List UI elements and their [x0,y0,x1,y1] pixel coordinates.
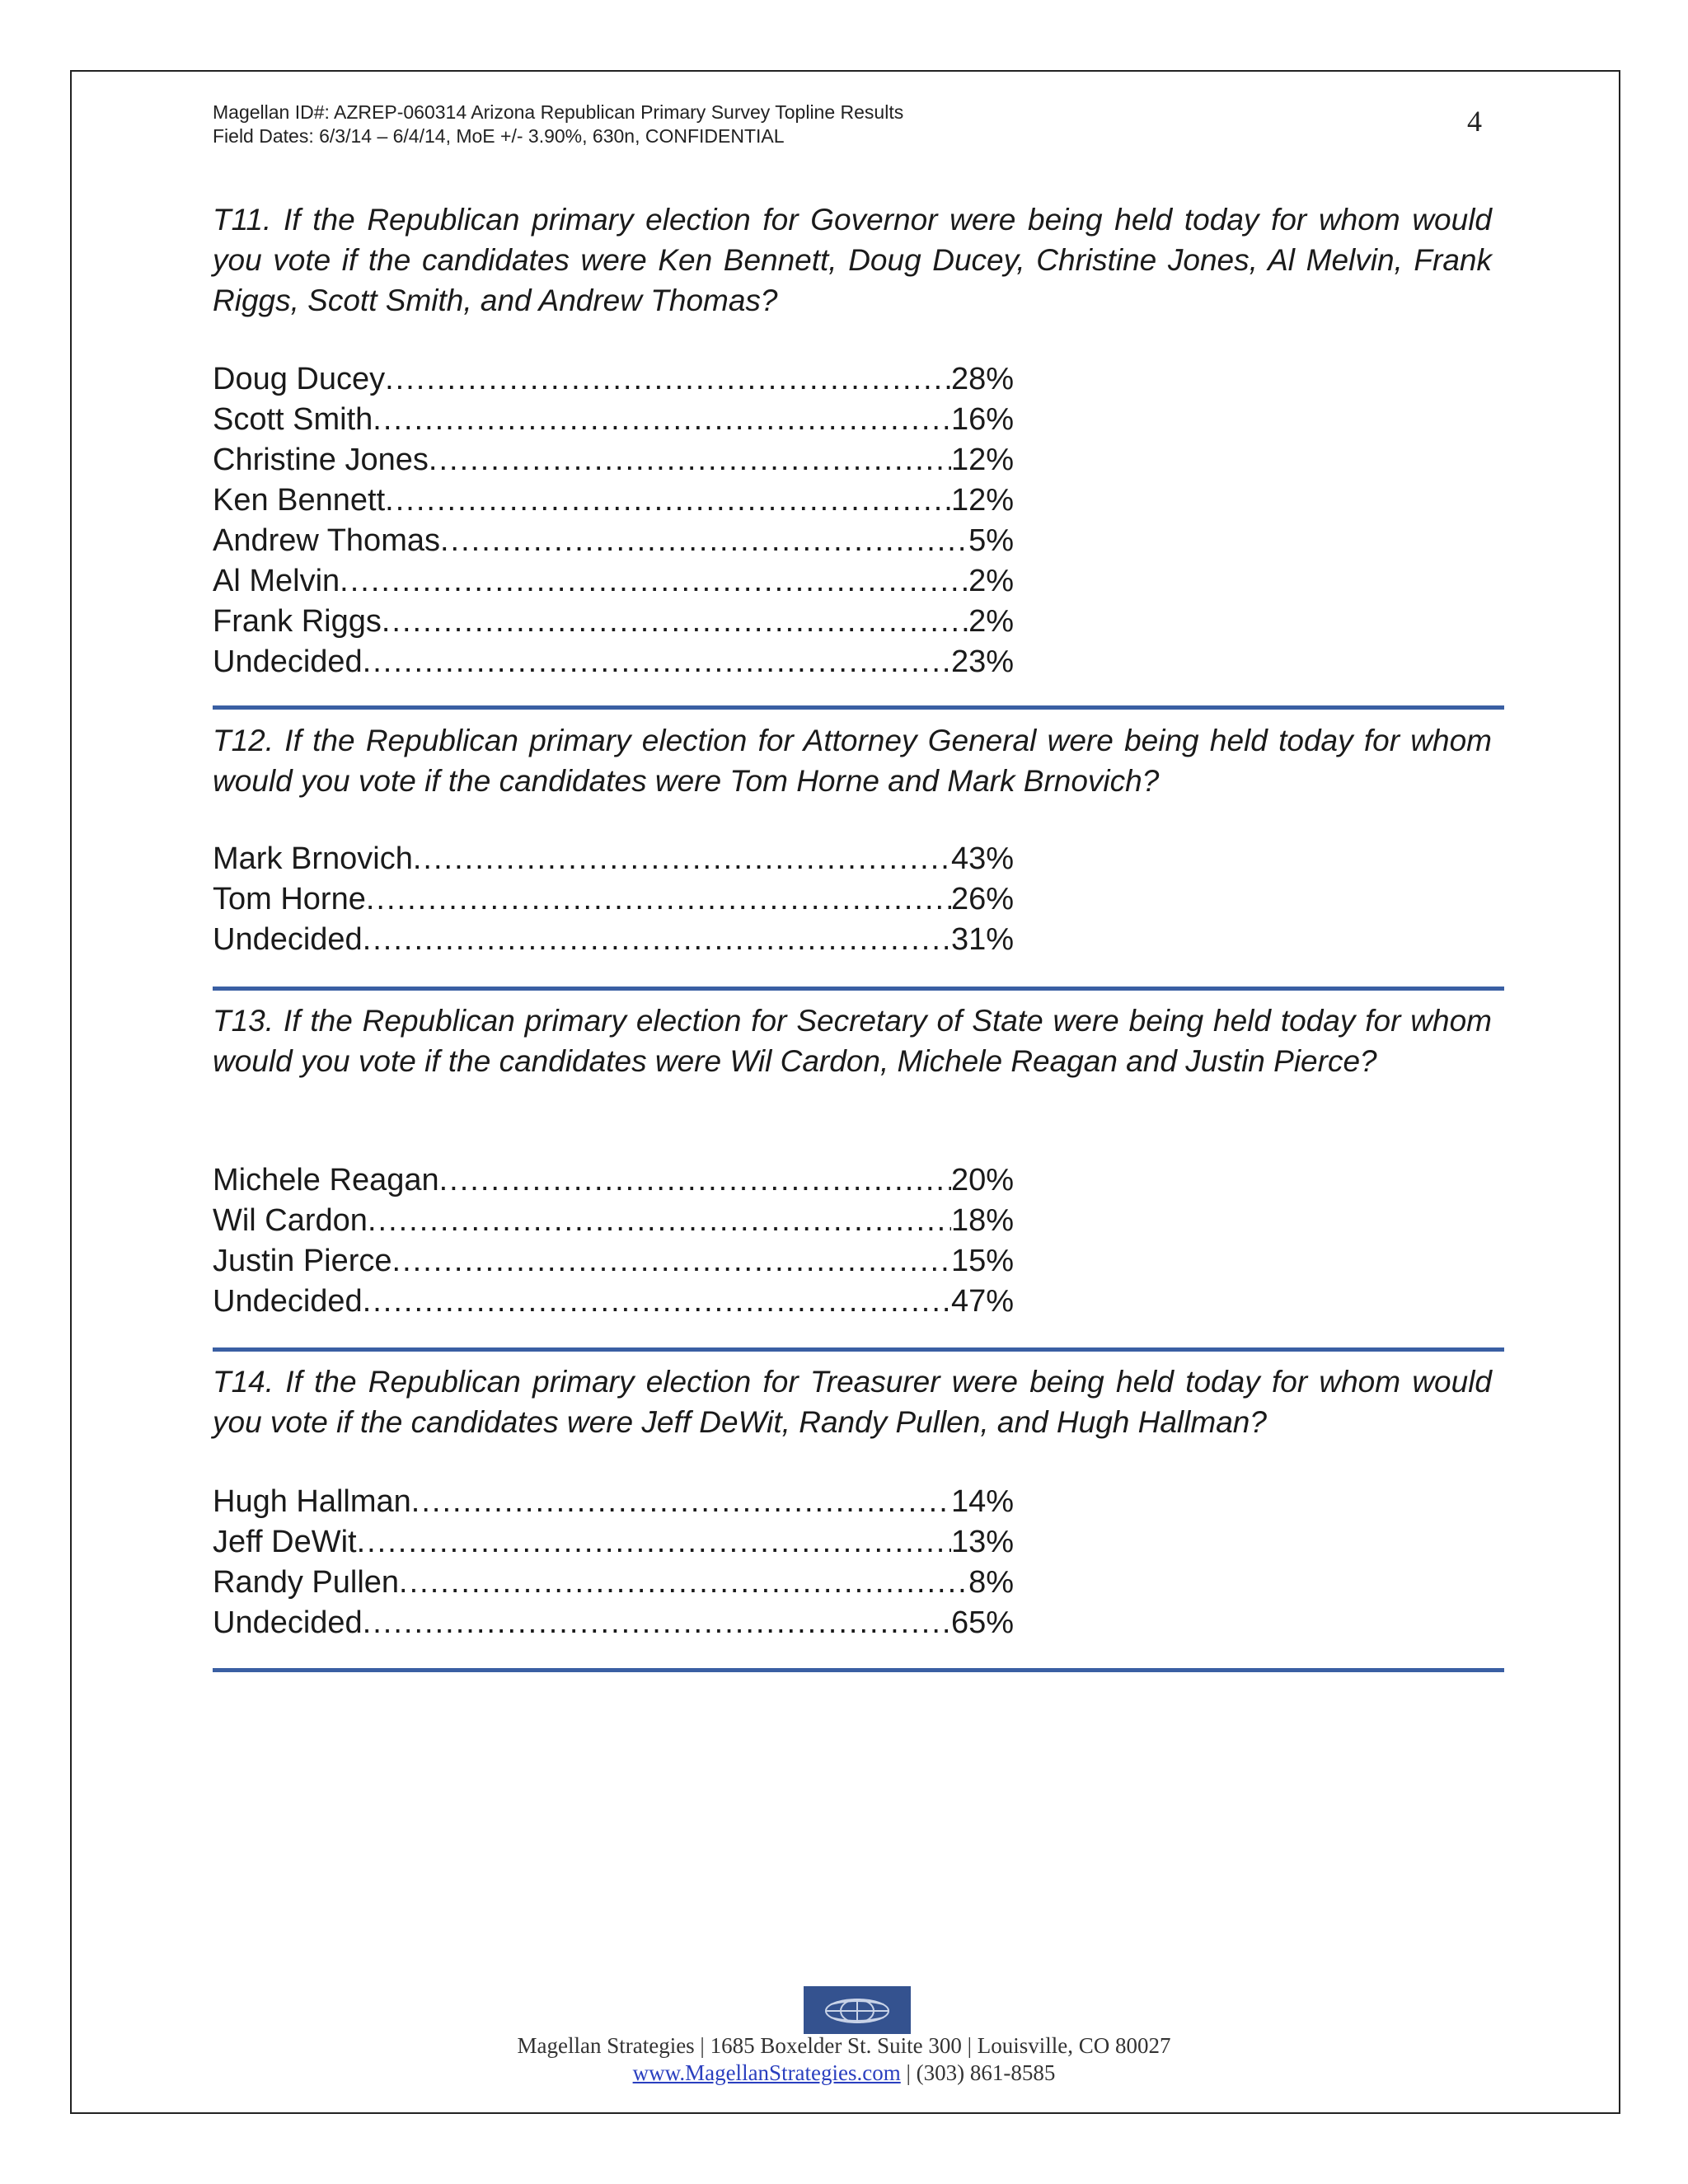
leader-dots [413,839,951,879]
answer-row [213,1482,1014,1522]
answer-row [213,839,1014,879]
answer-row [213,561,1014,602]
answers-t14 [213,1482,1014,1643]
leader-dots [366,879,951,920]
answer-percent: 20% [950,1163,1014,1197]
answer-label: Scott Smith [213,402,373,437]
footer-contact [0,2060,1688,2086]
section-divider [213,1347,1504,1352]
footer-address: Magellan Strategies | 1685 Boxelder St. Suite 300 | Louisville, CO 80027 [517,2033,1171,2058]
leader-dots [340,561,968,602]
answer-percent: 13% [950,1525,1014,1559]
answer-label: Ken Bennett [213,483,386,518]
answer-row [213,1563,1014,1603]
leader-dots [411,1482,951,1522]
header-line-2: Field Dates: 6/3/14 – 6/4/14, MoE +/- 3.90%, 630n, CONFIDENTIAL [213,125,785,147]
answer-row [213,642,1014,682]
leader-dots [385,359,951,400]
footer-phone: | (303) 861-8585 [900,2060,1056,2085]
answer-row [213,602,1014,642]
leader-dots [440,521,968,561]
answer-label: Frank Riggs [213,604,382,639]
answer-row [213,1241,1014,1282]
answer-percent: 2% [968,564,1014,598]
section-divider [213,1668,1504,1672]
leader-dots [363,1282,951,1322]
answer-percent: 15% [950,1244,1014,1278]
answer-label: Al Melvin [213,564,340,598]
answer-label: Doug Ducey [213,362,386,396]
answer-label: Undecided [213,1605,363,1640]
answer-percent: 12% [950,443,1014,477]
leader-dots [382,602,968,642]
leader-dots [439,1160,951,1201]
answers-t12 [213,839,1014,960]
answer-percent: 14% [950,1484,1014,1519]
question-t11: T11. If the Republican primary election for Governor were being held today for whom would you vote if the candidates were Ken Bennett, Doug Ducey, Christine Jones, Al Melvin, Frank Riggs, Scott Smith, and Andrew Thomas? [213,203,1492,317]
answer-percent: 23% [950,644,1014,679]
header-line-1: Magellan ID#: AZREP-060314 Arizona Republican Primary Survey Topline Results [213,101,904,123]
answer-percent: 8% [968,1565,1014,1600]
answer-percent: 2% [968,604,1014,639]
answer-label: Wil Cardon [213,1203,368,1238]
answer-label: Undecided [213,1284,363,1319]
leader-dots [399,1563,968,1603]
answer-percent: 47% [950,1284,1014,1319]
leader-dots [385,480,951,521]
question-t12: T12. If the Republican primary election for Attorney General were being held today for whom would you vote if the candidates were Tom Horne and Mark Brnovich? [213,724,1492,798]
answer-percent: 31% [950,922,1014,957]
leader-dots [363,642,951,682]
answer-label: Mark Brnovich [213,841,413,876]
question-t14: T14. If the Republican primary election for Treasurer were being held today for whom would you vote if the candidates were Jeff DeWit, Randy Pullen, and Hugh Hallman? [213,1365,1492,1439]
answer-row [213,879,1014,920]
answer-row [213,400,1014,440]
answer-label: Michele Reagan [213,1163,439,1197]
leader-dots [429,440,951,480]
answer-label: Undecided [213,922,363,957]
answer-row [213,1282,1014,1322]
answer-percent: 65% [950,1605,1014,1640]
answer-row [213,920,1014,960]
answer-label: Jeff DeWit [213,1525,357,1559]
answer-percent: 26% [950,882,1014,916]
leader-dots [368,1201,951,1241]
answer-label: Tom Horne [213,882,366,916]
answer-percent: 16% [950,402,1014,437]
answer-label: Andrew Thomas [213,523,440,558]
answer-percent: 18% [950,1203,1014,1238]
answer-row [213,480,1014,521]
leader-dots [392,1241,951,1282]
answer-percent: 43% [950,841,1014,876]
answer-label: Christine Jones [213,443,429,477]
answer-row [213,1603,1014,1643]
question-t13: T13. If the Republican primary election for Secretary of State were being held today for whom would you vote if the candidates were Wil Cardon, Michele Reagan and Justin Pierce? [213,1004,1492,1078]
answers-t13 [213,1160,1014,1322]
answer-percent: 5% [968,523,1014,558]
document-header [213,101,1498,148]
answer-row [213,1522,1014,1563]
answers-t11 [213,359,1014,682]
answer-percent: 28% [950,362,1014,396]
section-divider [213,705,1504,710]
answer-row [213,1201,1014,1241]
answer-row [213,359,1014,400]
answer-row [213,1160,1014,1201]
leader-dots [363,920,951,960]
section-divider [213,987,1504,991]
answer-percent: 12% [950,483,1014,518]
answer-label: Undecided [213,644,363,679]
answer-label: Justin Pierce [213,1244,392,1278]
answer-label: Randy Pullen [213,1565,400,1600]
leader-dots [373,400,951,440]
leader-dots [357,1522,951,1563]
answer-row [213,440,1014,480]
page-number: 4 [1467,105,1482,138]
website-link[interactable]: www.MagellanStrategies.com [632,2060,901,2085]
globe-logo-icon [804,1986,911,2034]
answer-row [213,521,1014,561]
leader-dots [363,1603,951,1643]
answer-label: Hugh Hallman [213,1484,411,1519]
